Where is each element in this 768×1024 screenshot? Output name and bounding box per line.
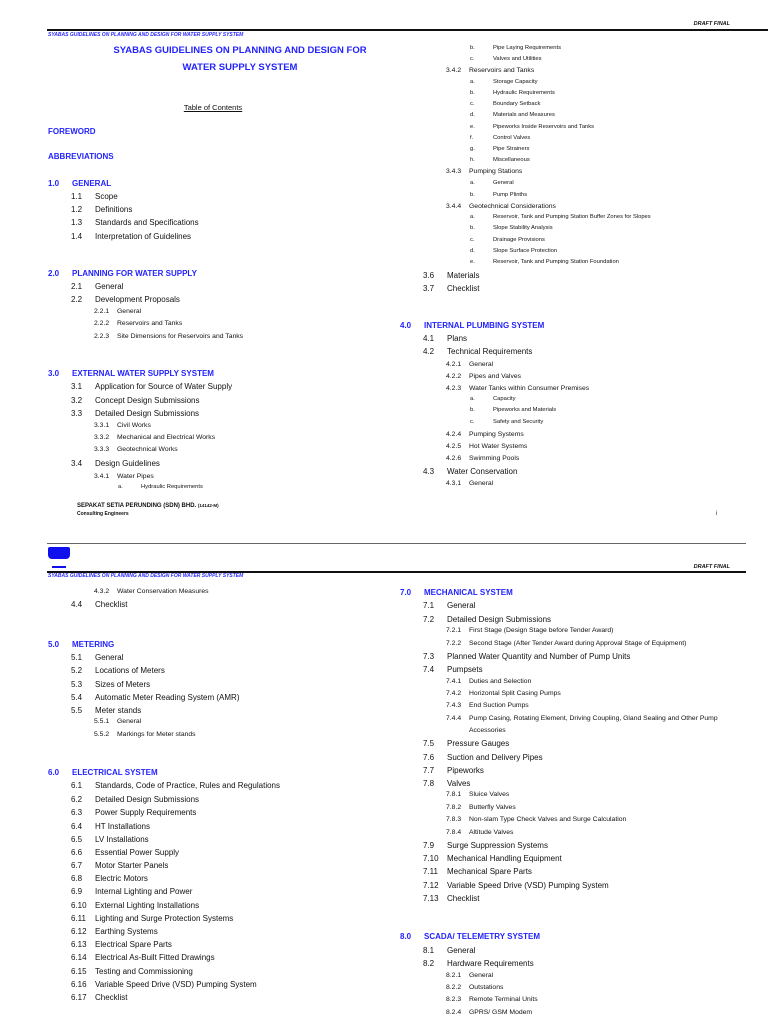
toc-entry-title[interactable]: Reservoir, Tank and Pumping Station Foundation [493, 259, 619, 265]
toc-entry-title[interactable]: General [95, 653, 124, 662]
running-header-page2: SYABAS GUIDELINES ON PLANNING AND DESIGN FOR WATER SUPPLY SYSTEM [48, 573, 244, 579]
toc-entry-number: 6.7 [71, 861, 83, 870]
syabas-logo-bar-icon [52, 566, 66, 568]
toc-entry-number: 5.0 [48, 640, 60, 649]
toc-entry-title[interactable]: Geotechnical Works [117, 446, 178, 453]
toc-entry-number: 6.14 [71, 953, 87, 962]
toc-entry-title[interactable]: Slope Surface Protection [493, 248, 558, 254]
toc-entry-number: 4.2.2 [446, 373, 462, 380]
toc-entry-number: 2.0 [48, 269, 60, 278]
toc-entry-number: 6.1 [71, 781, 83, 790]
toc-entry-number: 7.6 [423, 753, 435, 762]
toc-entry-title[interactable]: Design Guidelines [95, 459, 160, 468]
toc-entry-title[interactable]: Essential Power Supply [95, 848, 180, 857]
toc-entry-title[interactable]: General [117, 718, 142, 725]
toc-entry-number: 7.8.3 [446, 816, 462, 823]
toc-entry-title[interactable]: Water Conservation Measures [117, 588, 209, 595]
toc-entry-number: 7.4 [423, 665, 435, 674]
toc-entry-title[interactable]: Non-slam Type Check Valves and Surge Calculation [469, 816, 627, 823]
toc-entry-number: b. [470, 45, 475, 51]
toc-entry-number: 7.9 [423, 841, 435, 850]
toc-entry-title[interactable]: Definitions [95, 205, 133, 214]
toc-entry-number: 8.0 [400, 932, 412, 941]
toc-section-heading[interactable]: MECHANICAL SYSTEM [424, 588, 513, 597]
toc-entry-number: 5.4 [71, 693, 83, 702]
toc-entry-title[interactable]: Earthing Systems [95, 927, 158, 936]
toc-entry-number: 6.8 [71, 874, 83, 883]
page-number: i [716, 511, 718, 517]
toc-entry-number: 4.2.4 [446, 431, 462, 438]
toc-entry-title[interactable]: Mechanical Handling Equipment [447, 854, 562, 863]
toc-entry-title[interactable]: Markings for Meter stands [117, 731, 196, 738]
toc-entry-number: 5.5 [71, 706, 83, 715]
toc-entry-number: 6.11 [71, 914, 86, 923]
toc-entry-title[interactable]: Slope Stability Analysis [493, 225, 553, 231]
toc-entry-title[interactable]: General [469, 972, 494, 979]
toc-entry-title[interactable]: Altitude Valves [469, 829, 514, 836]
toc-entry-title[interactable]: Motor Starter Panels [95, 861, 169, 870]
toc-entry-number: 7.2 [423, 615, 435, 624]
toc-entry-number: 4.4 [71, 600, 83, 609]
toc-entry-number: 7.8.2 [446, 804, 462, 811]
toc-entry-number: 8.2 [423, 959, 435, 968]
toc-entry-number: 3.7 [423, 284, 435, 293]
toc-entry-title[interactable]: Accessories [469, 727, 506, 734]
toc-entry-number: 4.3.1 [446, 480, 462, 487]
toc-entry-number: 7.8 [423, 779, 435, 788]
toc-entry-title[interactable]: General [469, 361, 494, 368]
toc-section-heading[interactable]: INTERNAL PLUMBING SYSTEM [424, 321, 545, 330]
toc-entry-number: 4.3.2 [94, 588, 110, 595]
toc-entry-number: 8.2.1 [446, 972, 462, 979]
toc-entry-title[interactable]: Capacity [493, 396, 516, 402]
toc-entry-title[interactable]: Sizes of Meters [95, 680, 151, 689]
toc-entry-number: c. [470, 237, 475, 243]
toc-entry-title[interactable]: Water Tanks within Consumer Premises [469, 385, 590, 392]
toc-entry-title[interactable]: Outstations [469, 984, 504, 991]
toc-entry-number: 2.1 [71, 282, 83, 291]
toc-entry-number: 7.4.3 [446, 702, 462, 709]
toc-entry-number: 1.1 [71, 192, 83, 201]
toc-entry-number: 4.0 [400, 321, 412, 330]
toc-entry-number: 4.3 [423, 467, 435, 476]
toc-entry-title[interactable]: Pipes and Valves [469, 373, 522, 380]
toc-entry-title[interactable]: Development Proposals [95, 295, 180, 304]
toc-entry-number: 4.1 [423, 334, 435, 343]
toc-entry-title[interactable]: Miscellaneous [493, 157, 530, 163]
toc-entry-number: f. [470, 135, 474, 141]
toc-entry-title[interactable]: Automatic Meter Reading System (AMR) [95, 693, 240, 702]
toc-entry-number: 7.8.4 [446, 829, 462, 836]
toc-entry-title[interactable]: Site Dimensions for Reservoirs and Tanks [117, 333, 244, 340]
toc-entry-title[interactable]: General [447, 946, 476, 955]
toc-entry-number: 6.13 [71, 940, 87, 949]
toc-section-heading[interactable]: METERING [72, 640, 115, 649]
toc-entry-title[interactable]: Electrical As-Built Fitted Drawings [95, 953, 215, 962]
toc-entry-number: 3.4 [71, 459, 83, 468]
footer-company [77, 503, 219, 509]
toc-entry-number: 5.2 [71, 666, 83, 675]
toc-entry-title[interactable]: Pressure Gauges [447, 739, 510, 748]
toc-entry-number: 7.7 [423, 766, 435, 775]
toc-entry-number: 7.2.1 [446, 627, 462, 634]
toc-entry-title[interactable]: Valves and Utilities [493, 56, 542, 62]
toc-entry-number: 4.2.3 [446, 385, 462, 392]
toc-entry-title[interactable]: Scope [95, 192, 118, 201]
toc-entry-title[interactable]: GPRS/ GSM Modem [469, 1009, 533, 1016]
toc-entry-title[interactable]: Standards, Code of Practice, Rules and Regulations [95, 781, 280, 790]
toc-entry-number: 3.2 [71, 396, 83, 405]
toc-entry-number: 7.0 [400, 588, 412, 597]
toc-entry-number: g. [470, 146, 475, 152]
toc-entry-title[interactable]: Technical Requirements [447, 347, 533, 356]
toc-entry-number: 6.2 [71, 795, 83, 804]
toc-entry-title[interactable]: Planned Water Quantity and Number of Pump Units [447, 652, 631, 661]
toc-entry-number: 7.8.1 [446, 791, 462, 798]
toc-entry-number: 3.3.1 [94, 422, 110, 429]
toc-entry-number: 6.17 [71, 993, 87, 1002]
toc-entry-number: 4.2.1 [446, 361, 462, 368]
toc-section-heading[interactable]: EXTERNAL WATER SUPPLY SYSTEM [72, 369, 214, 378]
toc-entry-title[interactable]: Variable Speed Drive (VSD) Pumping System [447, 881, 609, 890]
toc-entry-title[interactable]: Internal Lighting and Power [95, 887, 193, 896]
toc-entry-number: 7.13 [423, 894, 439, 903]
toc-entry-title[interactable]: HT Installations [95, 822, 150, 831]
toc-entry-number: b. [470, 407, 475, 413]
toc-entry-title[interactable]: Sluice Valves [469, 791, 510, 798]
header-rule [47, 29, 768, 31]
toc-entry-number: c. [470, 101, 475, 107]
toc-entry-title[interactable]: Geotechnical Considerations [469, 203, 556, 210]
toc-entry-number: 7.3 [423, 652, 435, 661]
toc-section-heading[interactable]: SCADA/ TELEMETRY SYSTEM [424, 932, 541, 941]
toc-entry-number: 6.0 [48, 768, 60, 777]
toc-section-heading[interactable]: PLANNING FOR WATER SUPPLY [72, 269, 197, 278]
toc-section-heading[interactable]: GENERAL [72, 179, 112, 188]
toc-entry-title[interactable]: Civil Works [117, 422, 151, 429]
toc-entry-title[interactable]: Reservoir, Tank and Pumping Station Buffer Zones for Slopes [493, 214, 651, 220]
footer-company-name: SEPAKAT SETIA PERUNDING (SDN) BHD. [77, 503, 197, 509]
toc-entry-number: c. [470, 419, 475, 425]
toc-entry-title[interactable]: Hydraulic Requirements [493, 90, 555, 96]
toc-entry-number: 6.9 [71, 887, 83, 896]
toc-entry-number: d. [470, 112, 475, 118]
toc-entry-title[interactable]: Checklist [95, 993, 128, 1002]
toc-entry-title[interactable]: Water Conservation [447, 467, 518, 476]
toc-entry-number: 8.2.3 [446, 996, 462, 1003]
toc-entry-title[interactable]: Butterfly Valves [469, 804, 516, 811]
toc-entry-title[interactable]: Electrical Spare Parts [95, 940, 172, 949]
toc-entry-number: 1.0 [48, 179, 60, 188]
toc-entry-number: 4.2 [423, 347, 435, 356]
toc-entry-number: 3.3.3 [94, 446, 110, 453]
toc-entry-title[interactable]: Interpretation of Guidelines [95, 232, 192, 241]
toc-entry-title[interactable]: Checklist [447, 284, 480, 293]
toc-entry-title[interactable]: Valves [447, 779, 471, 788]
document-title-line1: SYABAS GUIDELINES ON PLANNING AND DESIGN FOR [113, 45, 367, 56]
toc-entry-title[interactable]: Plans [447, 334, 468, 343]
toc-entry-number: 8.2.2 [446, 984, 462, 991]
toc-entry-title[interactable]: Horizontal Split Casing Pumps [469, 690, 561, 697]
footer-company-reg: (14142-M) [197, 503, 219, 508]
toc-entry-title[interactable]: General [469, 480, 494, 487]
toc-entry-number: 7.10 [423, 854, 439, 863]
toc-entry-title[interactable]: Remote Terminal Units [469, 996, 538, 1003]
toc-entry-number: e. [470, 259, 475, 265]
toc-entry-number: d. [470, 248, 475, 254]
toc-entry-number: 1.3 [71, 218, 83, 227]
toc-entry-number: 7.2.2 [446, 640, 462, 647]
toc-entry-number: 5.5.2 [94, 731, 110, 738]
toc-entry-number: 6.4 [71, 822, 83, 831]
draft-label: DRAFT FINAL [693, 21, 730, 27]
toc-entry-title[interactable]: Materials and Measures [493, 112, 555, 118]
toc-entry-number: b. [470, 90, 475, 96]
toc-entry-title[interactable]: Pumpsets [447, 665, 483, 674]
toc-entry-title[interactable]: Pump Casing, Rotating Element, Driving Coupling, Gland Sealing and Other Pump [469, 715, 718, 722]
toc-entry-number: 6.5 [71, 835, 83, 844]
toc-entry-title[interactable]: Pipeworks and Materials [493, 407, 557, 413]
toc-entry-number: 3.6 [423, 271, 435, 280]
toc-entry-title[interactable]: Hydraulic Requirements [141, 484, 203, 490]
toc-entry-number: a. [470, 180, 475, 186]
toc-entry-number: 7.4.1 [446, 678, 462, 685]
toc-entry-title[interactable]: Standards and Specifications [95, 218, 199, 227]
toc-entry-number: 3.4.3 [446, 168, 462, 175]
toc-entry-number: c. [470, 56, 475, 62]
toc-entry-number: 7.11 [423, 867, 438, 876]
toc-entry-title[interactable]: Detailed Design Submissions [95, 409, 200, 418]
toc-entry-title[interactable]: General [493, 180, 514, 186]
toc-entry-number: 6.16 [71, 980, 87, 989]
toc-entry-number: 6.15 [71, 967, 87, 976]
toc-entry-title[interactable]: Swimming Pools [469, 455, 520, 462]
toc-entry-number: 3.3.2 [94, 434, 110, 441]
toc-entry-number: 2.2.3 [94, 333, 110, 340]
toc-entry-title[interactable]: General [95, 282, 124, 291]
toc-entry-number: 6.12 [71, 927, 87, 936]
toc-section-heading[interactable]: ELECTRICAL SYSTEM [72, 768, 158, 777]
toc-section-heading[interactable]: ABBREVIATIONS [48, 152, 114, 161]
toc-entry-number: e. [470, 124, 475, 130]
toc-entry-number: 3.3 [71, 409, 83, 418]
toc-entry-number: b. [470, 192, 475, 198]
toc-entry-title[interactable]: LV Installations [95, 835, 149, 844]
toc-entry-title[interactable]: Second Stage (After Tender Award during Approval Stage of Equipment) [469, 640, 687, 647]
toc-entry-number: h. [470, 157, 475, 163]
toc-heading: Table of Contents [183, 103, 243, 112]
toc-entry-number: 8.1 [423, 946, 435, 955]
toc-entry-number: 3.4.2 [446, 67, 462, 74]
toc-entry-number: 1.4 [71, 232, 83, 241]
toc-entry-title[interactable]: Pipeworks [447, 766, 484, 775]
toc-entry-number: 2.2.2 [94, 320, 110, 327]
toc-entry-title[interactable]: Pumping Stations [469, 168, 523, 175]
toc-entry-title[interactable]: Electric Motors [95, 874, 148, 883]
toc-entry-title[interactable]: General [117, 308, 142, 315]
toc-entry-title[interactable]: Variable Speed Drive (VSD) Pumping System [95, 980, 257, 989]
toc-entry-title[interactable]: Storage Capacity [493, 79, 538, 85]
toc-entry-title[interactable]: Pump Plinths [493, 192, 528, 198]
toc-entry-title[interactable]: Duties and Selection [469, 678, 532, 685]
toc-entry-title[interactable]: External Lighting Installations [95, 901, 200, 910]
toc-entry-title[interactable]: Surge Suppression Systems [447, 841, 548, 850]
toc-entry-title[interactable]: Mechanical Spare Parts [447, 867, 532, 876]
toc-entry-title[interactable]: Checklist [447, 894, 480, 903]
toc-entry-number: 4.2.5 [446, 443, 462, 450]
toc-entry-title[interactable]: Detailed Design Submissions [447, 615, 552, 624]
toc-entry-title[interactable]: Application for Source of Water Supply [95, 382, 233, 391]
toc-entry-title[interactable]: Water Pipes [117, 473, 154, 480]
syabas-logo-icon [48, 547, 70, 559]
toc-entry-number: 7.5 [423, 739, 435, 748]
toc-entry-title[interactable]: Hot Water Systems [469, 443, 528, 450]
toc-entry-number: a. [470, 79, 475, 85]
toc-section-heading[interactable]: FOREWORD [48, 127, 96, 136]
toc-entry-title[interactable]: Checklist [95, 600, 128, 609]
toc-entry-number: 6.6 [71, 848, 83, 857]
toc-entry-number: 3.4.1 [94, 473, 110, 480]
toc-entry-number: 5.1 [71, 653, 83, 662]
toc-entry-title[interactable]: Pumping Systems [469, 431, 524, 438]
toc-entry-title[interactable]: Control Valves [493, 135, 531, 141]
toc-entry-number: 7.1 [423, 601, 435, 610]
toc-entry-title[interactable]: First Stage (Design Stage before Tender Award) [469, 627, 614, 634]
toc-entry-number: a. [470, 396, 475, 402]
toc-entry-number: 1.2 [71, 205, 83, 214]
toc-entry-number: 6.3 [71, 808, 83, 817]
toc-entry-title[interactable]: Hardware Requirements [447, 959, 534, 968]
toc-entry-title[interactable]: Drainage Provisions [493, 237, 545, 243]
toc-entry-title[interactable]: Locations of Meters [95, 666, 165, 675]
toc-entry-title[interactable]: Reservoirs and Tanks [469, 67, 535, 74]
toc-entry-title[interactable]: Meter stands [95, 706, 142, 715]
toc-entry-title[interactable]: General [447, 601, 476, 610]
toc-entry-number: 7.4.2 [446, 690, 462, 697]
draft-label-page2: DRAFT FINAL [693, 564, 730, 570]
page-separator-rule [47, 543, 746, 544]
document-title-line2: WATER SUPPLY SYSTEM [182, 62, 298, 73]
toc-entry-title[interactable]: End Suction Pumps [469, 702, 529, 709]
toc-entry-number: 2.2.1 [94, 308, 110, 315]
toc-entry-number: 2.2 [71, 295, 83, 304]
footer-subtitle: Consulting Engineers [77, 511, 129, 517]
toc-entry-number: 3.1 [71, 382, 83, 391]
toc-entry-title[interactable]: Suction and Delivery Pipes [447, 753, 543, 762]
toc-entry-title[interactable]: Pipe Strainers [493, 146, 530, 152]
toc-entry-title[interactable]: Testing and Commissioning [95, 967, 193, 976]
toc-entry-title[interactable]: Boundary Setback [493, 101, 541, 107]
running-header: SYABAS GUIDELINES ON PLANNING AND DESIGN FOR WATER SUPPLY SYSTEM [48, 32, 244, 38]
toc-entry-number: 7.4.4 [446, 715, 462, 722]
toc-entry-title[interactable]: Safety and Security [493, 419, 544, 425]
toc-entry-number: 3.4.4 [446, 203, 462, 210]
toc-entry-title[interactable]: Pipe Laying Requirements [493, 45, 561, 51]
toc-entry-number: b. [470, 225, 475, 231]
toc-entry-number: 5.3 [71, 680, 83, 689]
toc-entry-title[interactable]: Mechanical and Electrical Works [117, 434, 216, 441]
toc-entry-title[interactable]: Power Supply Requirements [95, 808, 197, 817]
toc-entry-title[interactable]: Detailed Design Submissions [95, 795, 200, 804]
toc-entry-title[interactable]: Reservoirs and Tanks [117, 320, 183, 327]
toc-entry-number: 7.12 [423, 881, 439, 890]
toc-entry-title[interactable]: Pipeworks Inside Reservoirs and Tanks [493, 124, 595, 130]
toc-entry-title[interactable]: Materials [447, 271, 480, 280]
toc-entry-title[interactable]: Lighting and Surge Protection Systems [95, 914, 234, 923]
toc-entry-number: a. [470, 214, 475, 220]
toc-entry-number: 5.5.1 [94, 718, 110, 725]
toc-entry-number: 6.10 [71, 901, 87, 910]
toc-entry-number: a. [118, 484, 123, 490]
toc-entry-number: 3.0 [48, 369, 60, 378]
toc-entry-number: 8.2.4 [446, 1009, 462, 1016]
toc-entry-number: 4.2.6 [446, 455, 462, 462]
toc-entry-title[interactable]: Concept Design Submissions [95, 396, 200, 405]
